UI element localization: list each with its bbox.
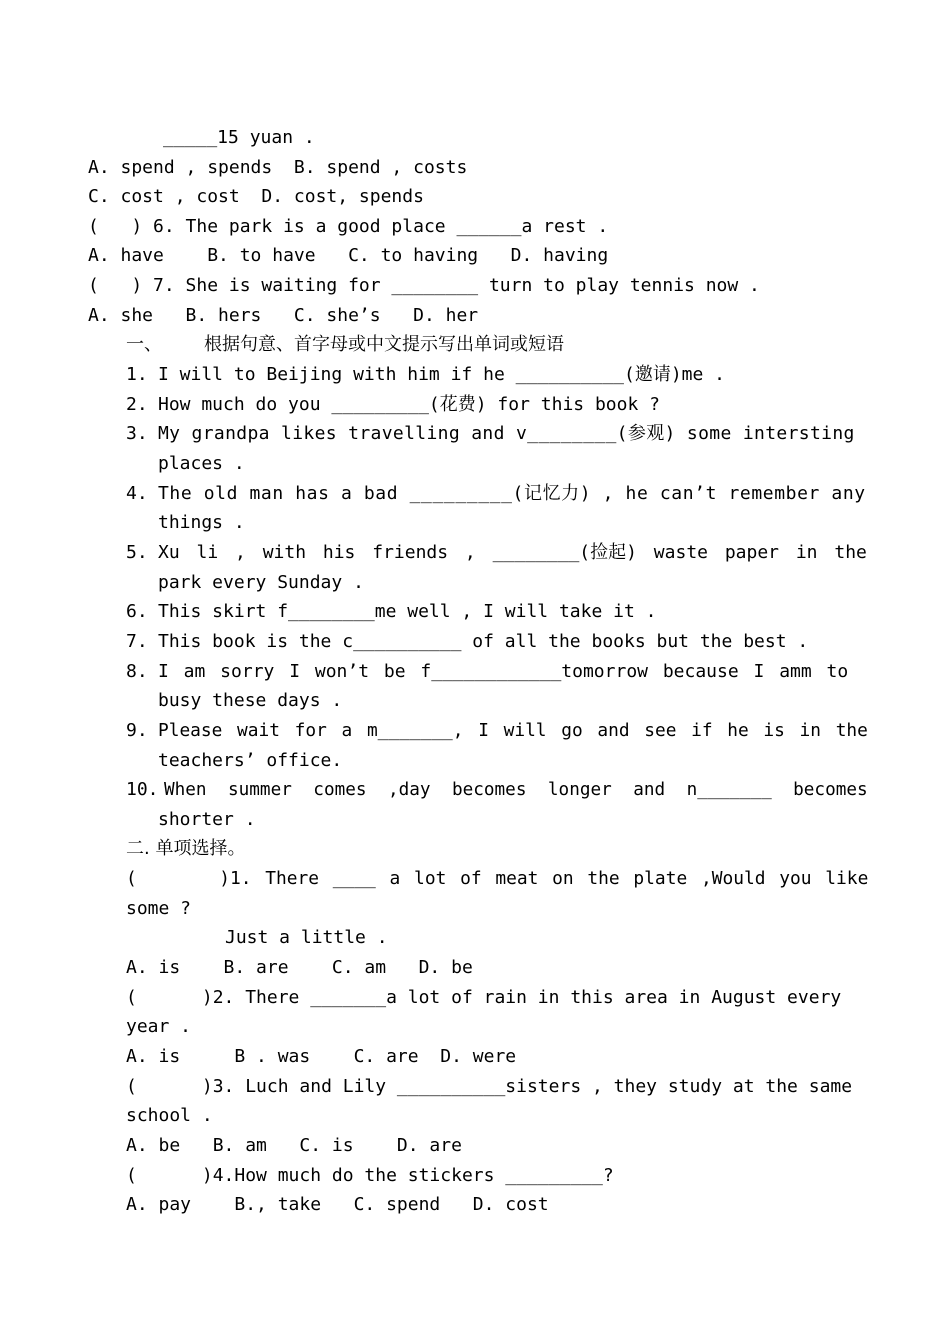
item-number: 1. <box>126 364 148 385</box>
item-number: 7. <box>126 631 148 652</box>
item-line: The old man has a bad _________(记忆力) , he can’t remember any <box>158 483 866 504</box>
item-number: 2. <box>126 394 148 415</box>
item-number: 5. <box>126 542 148 563</box>
item-line-continued: teachers’ office. <box>158 750 343 771</box>
item-number: 10. <box>126 779 159 800</box>
item-line-continued: busy these days . <box>158 690 343 711</box>
q7-options: A. she B. hers C. she’s D. her <box>88 305 479 326</box>
item-number: 8. <box>126 661 148 682</box>
mc-q2-line: ( )2. There _______a lot of rain in this area in August every <box>126 987 842 1008</box>
item-number: 3. <box>126 423 148 444</box>
item-line-continued: park every Sunday . <box>158 572 364 593</box>
mc-q4-line: ( )4.How much do the stickers _________? <box>126 1165 614 1186</box>
mc-q3-line-continued: school . <box>126 1105 213 1126</box>
item-line-continued: shorter . <box>158 809 256 830</box>
mc-q1-reply: Just a little . <box>225 927 388 948</box>
q5-options-2: C. cost , cost D. cost, spends <box>88 186 424 207</box>
item-line-continued: things . <box>158 512 245 533</box>
section1-heading: 根据句意、首字母或中文提示写出单词或短语 <box>204 334 564 355</box>
mc-q1-options: A. is B. are C. am D. be <box>126 957 473 978</box>
mc-q1-line-continued: some ? <box>126 898 192 919</box>
item-line: My grandpa likes travelling and v________(参观) some intersting <box>158 423 855 444</box>
q5-options-1: A. spend , spends B. spend , costs <box>88 157 468 178</box>
item-line: I will to Beijing with him if he __________(邀请)me . <box>158 364 726 385</box>
section1-heading-number: 一、 <box>126 334 162 355</box>
item-line: Please wait for a m_______, I will go and see if he is in the <box>158 720 868 741</box>
q6-options: A. have B. to have C. to having D. having <box>88 245 609 266</box>
item-line-continued: places . <box>158 453 245 474</box>
item-number: 4. <box>126 483 148 504</box>
q7-question: ( ) 7. She is waiting for ________ turn to play tennis now . <box>88 275 760 296</box>
mc-q2-line-continued: year . <box>126 1016 192 1037</box>
section2-heading: 二. 单项选择。 <box>126 838 246 859</box>
item-number: 6. <box>126 601 148 622</box>
mc-q1-line: ( )1. There ____ a lot of meat on the plate ,Would you like <box>126 868 869 889</box>
mc-q4-options: A. pay B., take C. spend D. cost <box>126 1194 549 1215</box>
item-number: 9. <box>126 720 148 741</box>
item-line: How much do you _________(花费) for this book ? <box>158 394 660 415</box>
item-line: This book is the c__________ of all the books but the best . <box>158 631 809 652</box>
mc-q3-line: ( )3. Luch and Lily __________sisters , they study at the same <box>126 1076 853 1097</box>
q5-tail: _____15 yuan . <box>163 127 315 148</box>
mc-q2-options: A. is B . was C. are D. were <box>126 1046 517 1067</box>
q6-question: ( ) 6. The park is a good place ______a rest . <box>88 216 609 237</box>
mc-q3-options: A. be B. am C. is D. are <box>126 1135 462 1156</box>
item-line: When summer comes ,day becomes longer and n_______ becomes <box>164 779 868 800</box>
item-line: I am sorry I won’t be f____________tomorrow because I amm to <box>158 661 849 682</box>
item-line: Xu li , with his friends , ________(捡起) waste paper in the <box>158 542 867 563</box>
item-line: This skirt f________me well , I will take it . <box>158 601 657 622</box>
